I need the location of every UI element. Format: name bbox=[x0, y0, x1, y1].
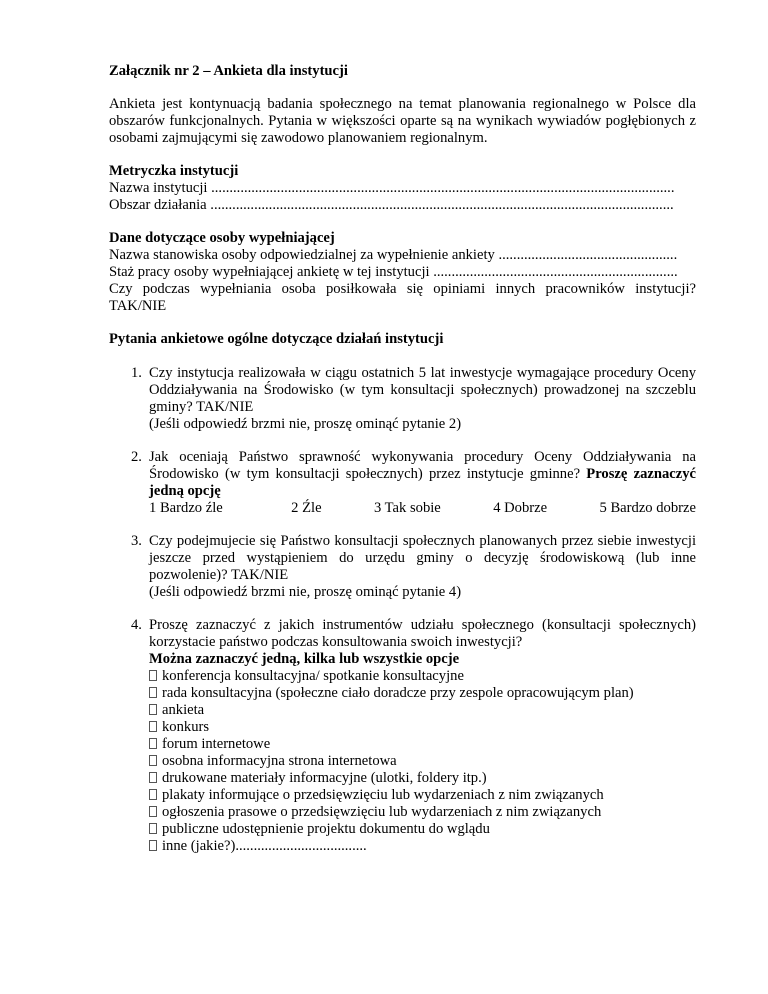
opinions-question[interactable]: Czy podczas wypełniania osoba posiłkowała się opiniami innych pracowników instytucji? TAK/NIE bbox=[109, 281, 696, 314]
checkbox-icon[interactable] bbox=[149, 738, 157, 749]
question-number: 2. bbox=[131, 449, 142, 465]
question-2-text bbox=[149, 449, 696, 500]
rating-option[interactable]: 1 Bardzo źle bbox=[149, 500, 223, 516]
question-2-instruction: Proszę zaznaczyć jedną opcję bbox=[149, 466, 696, 499]
question-3 bbox=[109, 533, 696, 601]
option-item[interactable] bbox=[149, 770, 696, 787]
option-label: drukowane materiały informacyjne (ulotki, foldery itp.) bbox=[162, 770, 487, 786]
option-label: forum internetowe bbox=[162, 736, 271, 752]
option-item[interactable] bbox=[149, 838, 696, 855]
question-2-body: Jak oceniają Państwo sprawność wykonywania procedury Oceny Oddziaływania na Środowisko (w tym konsultacji społecznych) przez instytucje gminne? bbox=[149, 449, 696, 482]
checkbox-icon[interactable] bbox=[149, 840, 157, 851]
checkbox-icon[interactable] bbox=[149, 789, 157, 800]
checkbox-icon[interactable] bbox=[149, 772, 157, 783]
question-number: 4. bbox=[131, 617, 142, 633]
rating-scale bbox=[149, 500, 696, 517]
option-item[interactable] bbox=[149, 787, 696, 804]
option-label: rada konsultacyjna (społeczne ciało doradcze przy zespole opracowującym plan) bbox=[162, 685, 634, 701]
position-name-field[interactable]: Nazwa stanowiska osoby odpowiedzialnej za wypełnienie ankiety ................................................. bbox=[109, 247, 678, 263]
checkbox-icon[interactable] bbox=[149, 721, 157, 732]
option-label: konferencja konsultacyjna/ spotkanie konsultacyjne bbox=[162, 668, 464, 684]
checkbox-icon[interactable] bbox=[149, 670, 157, 681]
document-page bbox=[109, 63, 696, 871]
question-4-text: Proszę zaznaczyć z jakich instrumentów udziału społecznego (konsultacji społecznych) korzystacie państwo podczas konsultowania swoich inwestycji? bbox=[149, 617, 696, 650]
respondent-section bbox=[109, 230, 696, 315]
question-3-text[interactable]: Czy podejmujecie się Państwo konsultacji społecznych planowanych przez siebie inwestycji jeszcze przed wystąpieniem do urzędu gminy o decyzję środowiskową (lub inne pozwolenie)? TAK/NIE bbox=[149, 533, 696, 583]
question-2 bbox=[109, 449, 696, 517]
tenure-field[interactable]: Staż pracy osoby wypełniającej ankietę w tej instytucji ................................................................... bbox=[109, 264, 678, 280]
option-label: plakaty informujące o przedsięwzięciu lub wydarzeniach z nim związanych bbox=[162, 787, 604, 803]
options-list bbox=[149, 668, 696, 855]
rating-option[interactable]: 3 Tak sobie bbox=[373, 500, 441, 516]
respondent-title: Dane dotyczące osoby wypełniającej bbox=[109, 230, 335, 246]
metryczka-section bbox=[109, 163, 696, 214]
question-number: 1. bbox=[131, 365, 142, 381]
option-item[interactable] bbox=[149, 821, 696, 838]
question-4-instruction: Można zaznaczyć jedną, kilka lub wszystkie opcje bbox=[149, 651, 460, 667]
option-label: publiczne udostępnienie projektu dokumentu do wglądu bbox=[162, 821, 490, 837]
checkbox-icon[interactable] bbox=[149, 806, 157, 817]
checkbox-icon[interactable] bbox=[149, 755, 157, 766]
question-1-text[interactable]: Czy instytucja realizowała w ciągu ostatnich 5 lat inwestycje wymagające procedury Oceny Oddziaływania na Środowisko (w tym konsultacji społecznych) prowadzonej na szczeblu gminy? TAK/NIE bbox=[149, 365, 696, 415]
institution-name-field[interactable]: Nazwa instytucji ............................................................................................................................... bbox=[109, 180, 675, 196]
option-label: osobna informacyjna strona internetowa bbox=[162, 753, 397, 769]
option-item[interactable] bbox=[149, 702, 696, 719]
question-4 bbox=[109, 617, 696, 855]
question-1-note: (Jeśli odpowiedź brzmi nie, proszę ominąć pytanie 2) bbox=[149, 416, 462, 432]
option-item[interactable] bbox=[149, 668, 696, 685]
questions-list bbox=[109, 365, 696, 855]
option-label: inne (jakie?).................................... bbox=[162, 838, 367, 854]
option-label: ogłoszenia prasowe o przedsięwzięciu lub wydarzeniach z nim związanych bbox=[162, 804, 602, 820]
checkbox-icon[interactable] bbox=[149, 687, 157, 698]
intro-paragraph: Ankieta jest kontynuacją badania społecznego na temat planowania regionalnego w Polsce dla obszarów funkcjonalnych. Pytania w większości oparte są na wynikach wywiadów pogłębionych z osobami zajmującymi się zawodowo planowaniem regionalnym. bbox=[109, 96, 696, 146]
general-questions-title: Pytania ankietowe ogólne dotyczące działań instytucji bbox=[109, 331, 444, 347]
option-label: ankieta bbox=[162, 702, 205, 718]
question-number: 3. bbox=[131, 533, 142, 549]
question-3-note: (Jeśli odpowiedź brzmi nie, proszę ominąć pytanie 4) bbox=[149, 584, 462, 600]
option-item[interactable] bbox=[149, 685, 696, 702]
rating-option[interactable]: 5 Bardzo dobrze bbox=[599, 500, 696, 516]
rating-option[interactable]: 4 Dobrze bbox=[493, 500, 548, 516]
activity-area-field[interactable]: Obszar działania ............................................................................................................................... bbox=[109, 197, 674, 213]
option-label: konkurs bbox=[162, 719, 210, 735]
option-item[interactable] bbox=[149, 753, 696, 770]
checkbox-icon[interactable] bbox=[149, 704, 157, 715]
metryczka-title: Metryczka instytucji bbox=[109, 163, 239, 179]
page-title: Załącznik nr 2 – Ankieta dla instytucji bbox=[109, 63, 348, 79]
option-item[interactable] bbox=[149, 804, 696, 821]
rating-option[interactable]: 2 Źle bbox=[291, 500, 322, 516]
question-1 bbox=[109, 365, 696, 433]
option-item[interactable] bbox=[149, 719, 696, 736]
checkbox-icon[interactable] bbox=[149, 823, 157, 834]
option-item[interactable] bbox=[149, 736, 696, 753]
